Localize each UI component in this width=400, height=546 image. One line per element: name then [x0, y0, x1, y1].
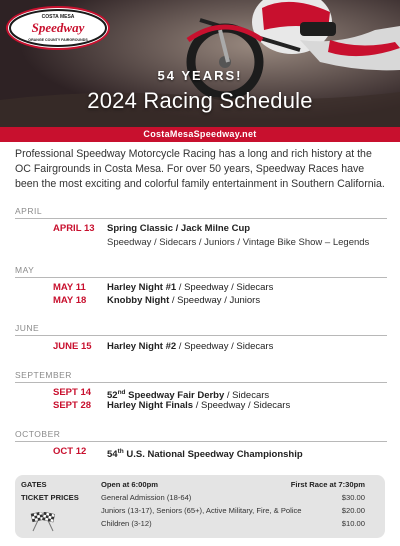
- event-classes: / Sidecars: [224, 390, 270, 402]
- event-name: U.S. National Speedway Championship: [123, 449, 303, 461]
- event-name: Speedway Fair Derby: [125, 390, 225, 402]
- event-name: Harley Night #2: [107, 341, 177, 352]
- event-row: [15, 445, 387, 461]
- event-row: [15, 386, 387, 402]
- event-ordinal-suffix: th: [117, 448, 124, 455]
- event-date: MAY 11: [53, 282, 86, 293]
- first-race-time: First Race at 7:30pm: [290, 480, 365, 489]
- price-row: [15, 493, 385, 505]
- event-detail: [107, 281, 273, 294]
- event-detail: [107, 294, 260, 307]
- ticket-info-box: [15, 475, 385, 538]
- costa-mesa-speedway-logo[interactable]: [6, 6, 110, 50]
- intro-paragraph: Professional Speedway Motorcycle Racing has a long and rich history at the OC Fairgrounds in Costa Mesa. For over 50 years, Speedway Races have been the most exciting and colorful family entertainment in Southern California.: [15, 148, 385, 190]
- event-ordinal: 54: [107, 449, 118, 461]
- month-header-september: SEPTEMBER: [15, 370, 387, 383]
- event-name: Harley Night #1: [107, 282, 177, 293]
- gates-row: [15, 480, 385, 492]
- event-row: [15, 340, 387, 353]
- event-name: Spring Classic / Jack Milne Cup: [107, 223, 251, 234]
- svg-text:ORANGE COUNTY FAIRGROUNDS: ORANGE COUNTY FAIRGROUNDS: [28, 38, 88, 42]
- price-amount: $20.00: [341, 506, 365, 515]
- gates-label: GATES: [21, 480, 47, 489]
- event-name: Knobby Night: [107, 295, 170, 306]
- price-amount: $30.00: [341, 493, 365, 502]
- month-header-may: MAY: [15, 265, 387, 278]
- event-classes: Speedway / Sidecars / Juniors / Vintage Bike Show – Legends: [107, 237, 370, 248]
- svg-text:Speedway: Speedway: [31, 20, 85, 35]
- price-row: [15, 519, 385, 531]
- page-title: 2024 Racing Schedule: [87, 88, 313, 113]
- event-classes: / Speedway / Juniors: [169, 295, 261, 306]
- event-detail: [107, 222, 250, 235]
- website-link[interactable]: CostaMesaSpeedway.net: [0, 127, 400, 142]
- event-row: [15, 399, 387, 412]
- event-name: Harley Night Finals: [107, 400, 194, 411]
- event-date: MAY 18: [53, 295, 87, 306]
- price-category: General Admission (18-64): [101, 493, 192, 502]
- years-tagline: 54 YEARS!: [157, 68, 243, 83]
- event-date: SEPT 28: [53, 400, 92, 411]
- event-detail: [107, 399, 290, 412]
- event-ordinal: 52: [107, 390, 118, 402]
- month-header-june: JUNE: [15, 323, 387, 336]
- price-category: Juniors (13-17), Seniors (65+), Active Military, Fire, & Police: [101, 506, 302, 515]
- hero-banner: [0, 0, 400, 127]
- month-header-october: OCTOBER: [15, 429, 387, 442]
- event-classes: / Speedway / Sidecars: [193, 400, 291, 411]
- checkered-flags-icon: [29, 512, 57, 532]
- event-detail: [107, 340, 273, 353]
- ticket-prices-label: TICKET PRICES: [21, 493, 79, 502]
- event-ordinal-suffix: nd: [117, 389, 126, 396]
- price-category: Children (3-12): [101, 519, 152, 528]
- event-detail: [107, 445, 303, 461]
- event-date: SEPT 14: [53, 387, 92, 398]
- svg-text:COSTA MESA: COSTA MESA: [41, 14, 75, 20]
- event-classes: / Speedway / Sidecars: [176, 341, 274, 352]
- event-row: [15, 294, 387, 307]
- price-row: [15, 506, 385, 518]
- gates-open-time: Open at 6:00pm: [101, 480, 158, 489]
- price-amount: $10.00: [341, 519, 365, 528]
- event-date: OCT 12: [53, 446, 87, 457]
- event-row: [15, 222, 387, 248]
- event-date: JUNE 15: [53, 341, 92, 352]
- event-classes: / Speedway / Sidecars: [176, 282, 274, 293]
- event-row: [15, 281, 387, 294]
- event-date: APRIL 13: [53, 223, 95, 234]
- month-header-april: APRIL: [15, 206, 387, 219]
